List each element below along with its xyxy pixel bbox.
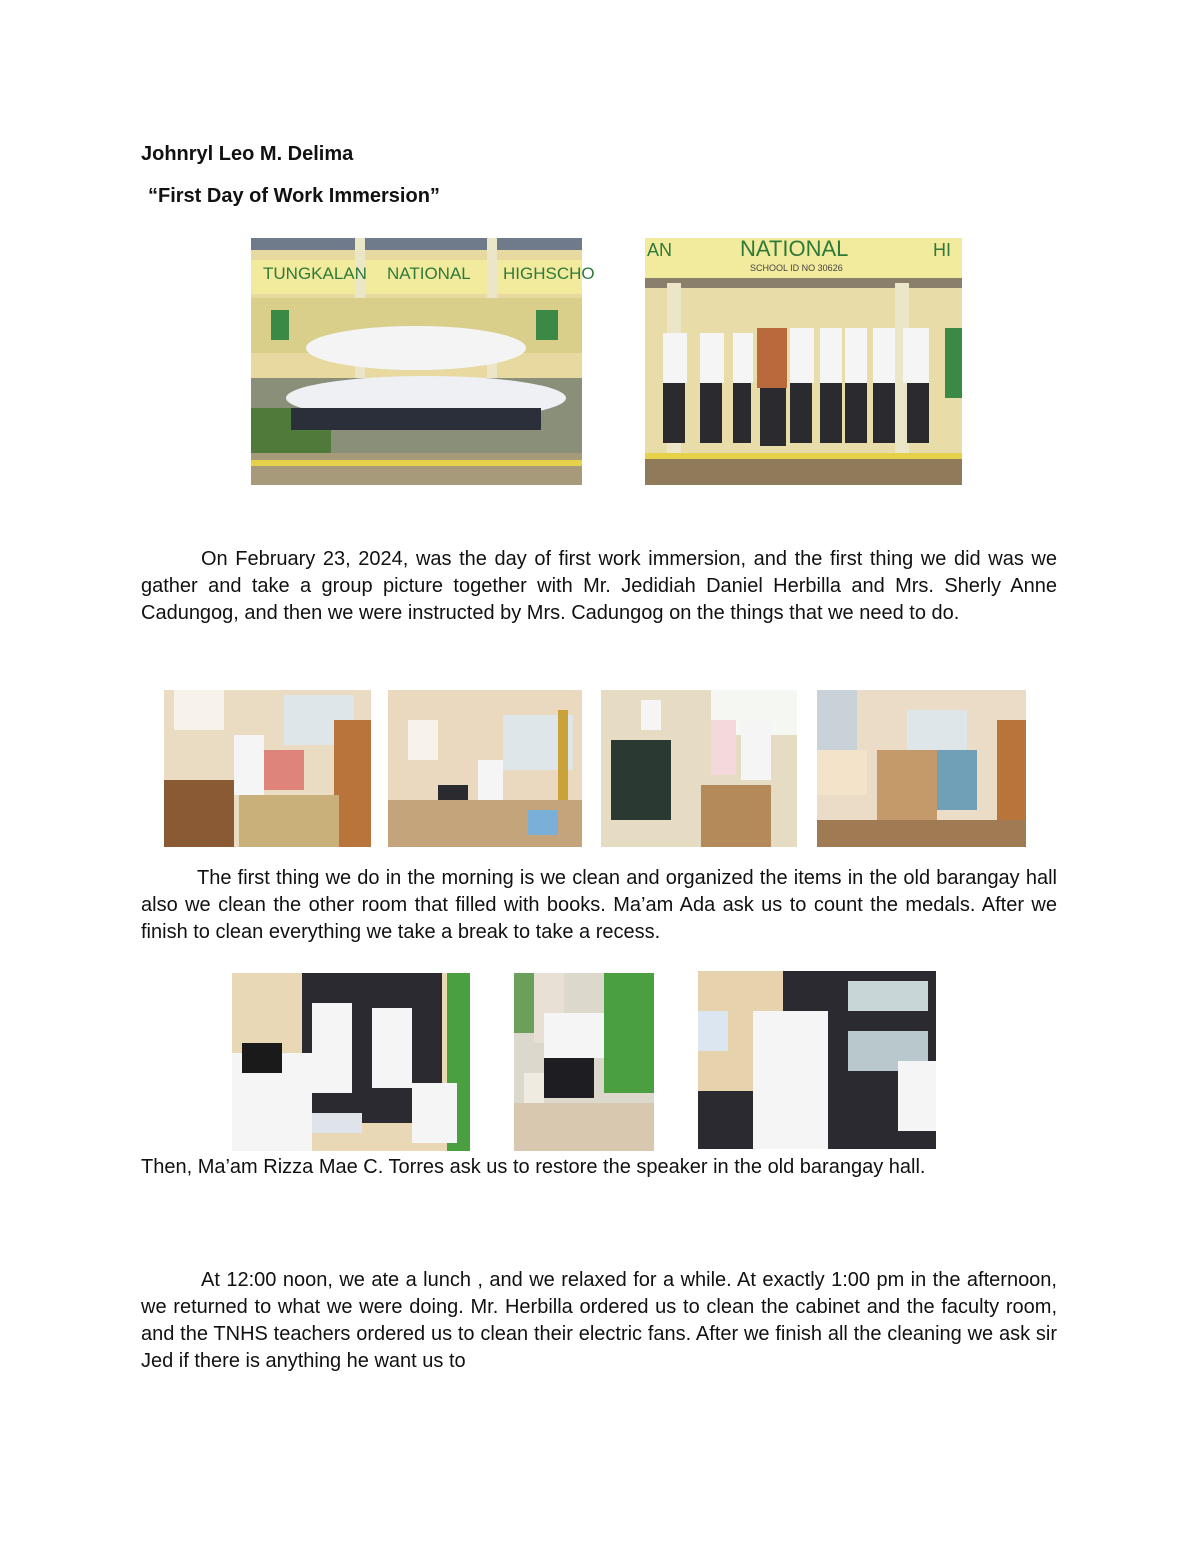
cabinet-photo-2 [698, 971, 936, 1149]
banner-word: NATIONAL [740, 236, 849, 261]
paragraph-4: At 12:00 noon, we ate a lunch , and we relaxed for a while. At exactly 1:00 pm in the afternoon, we returned to what we were doing. Mr. Herbilla ordered us to clean the cabinet and the faculty room, and the TNHS teachers ordered us to clean their electric fans. After we finish all the cleaning we ask sir Jed if there is anything he want us to [141, 1269, 1057, 1372]
banner-word: HIGHSCHO [503, 264, 595, 283]
cleaning-photo-1 [164, 690, 371, 847]
group-photo-large [251, 238, 595, 485]
cleaning-photo-2 [388, 690, 582, 847]
paragraph-2: The first thing we do in the morning is we clean and organized the items in the old barangay hall also we clean the other room that filled with books. Ma’am Ada ask us to count the medals. After we finish to clean everything we take a break to take a recess. [141, 867, 1057, 943]
banner-word: TUNGKALAN [263, 264, 367, 283]
cleaning-photo-4 [817, 690, 1026, 847]
banner-word: HI [933, 240, 951, 260]
author-name: Johnryl Leo M. Delima [141, 143, 354, 165]
cabinet-photo-1 [232, 973, 470, 1151]
banner-word: AN [647, 240, 673, 260]
sweeping-photo [514, 973, 654, 1151]
paragraph-3: Then, Ma’am Rizza Mae C. Torres ask us to restore the speaker in the old barangay hall. [141, 1156, 926, 1178]
banner-word: NATIONAL [387, 264, 471, 283]
group-photo-small [645, 238, 962, 485]
cleaning-photo-3 [601, 690, 797, 847]
school-id-text: SCHOOL ID NO 30626 [750, 263, 843, 273]
paragraph-1: On February 23, 2024, was the day of first work immersion, and the first thing we did was we gather and take a group picture together with Mr. Jedidiah Daniel Herbilla and Mrs. Sherly Anne Cadungog, and then we were instructed by Mrs. Cadungog on the things that we need to do. [141, 548, 1057, 624]
document-title: “First Day of Work Immersion” [148, 185, 440, 207]
